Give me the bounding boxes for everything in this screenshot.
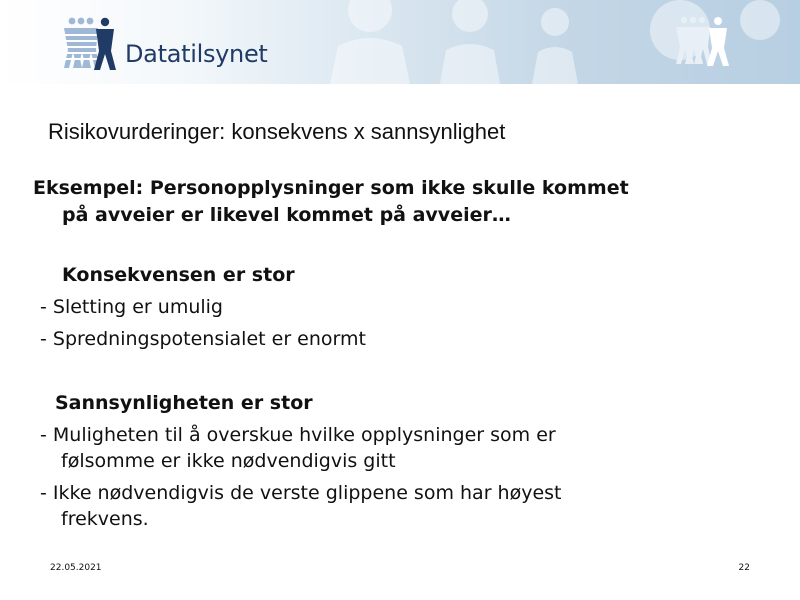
bullet-text-continued: følsomme er ikke nødvendigvis gitt — [61, 450, 396, 472]
datatilsynet-figures-icon — [58, 16, 122, 72]
consequence-bullet — [40, 294, 223, 320]
slide-header-banner — [0, 0, 800, 84]
page-number: 22 — [738, 563, 750, 573]
probability-heading: Sannsynligheten er stor — [55, 392, 313, 414]
consequence-heading: Konsekvensen er stor — [62, 264, 295, 286]
bullet-text: - Sletting er umulig — [40, 296, 223, 318]
datatilsynet-logo — [58, 16, 283, 72]
bullet-text: - Ikke nødvendigvis de verste glippene som har høyest — [40, 482, 562, 504]
bullet-text: - Muligheten til å overskue hvilke opplysninger som er — [40, 424, 556, 446]
footer-date: 22.05.2021 — [50, 563, 102, 573]
slide-title: Risikovurderinger: konsekvens x sannsynlighet — [48, 119, 506, 144]
consequence-bullet — [40, 326, 366, 352]
example-lead — [33, 175, 629, 229]
probability-bullet — [40, 422, 556, 474]
probability-bullet — [40, 480, 562, 532]
logo-wordmark: Datatilsynet — [125, 40, 268, 68]
bullet-text: - Spredningspotensialet er enormt — [40, 328, 366, 350]
header-figures-icon — [672, 14, 736, 68]
example-lead-line: på avveier er likevel kommet på avveier… — [62, 204, 511, 226]
example-lead-line: Eksempel: Personopplysninger som ikke skulle kommet — [33, 177, 629, 199]
bullet-text-continued: frekvens. — [61, 508, 149, 530]
